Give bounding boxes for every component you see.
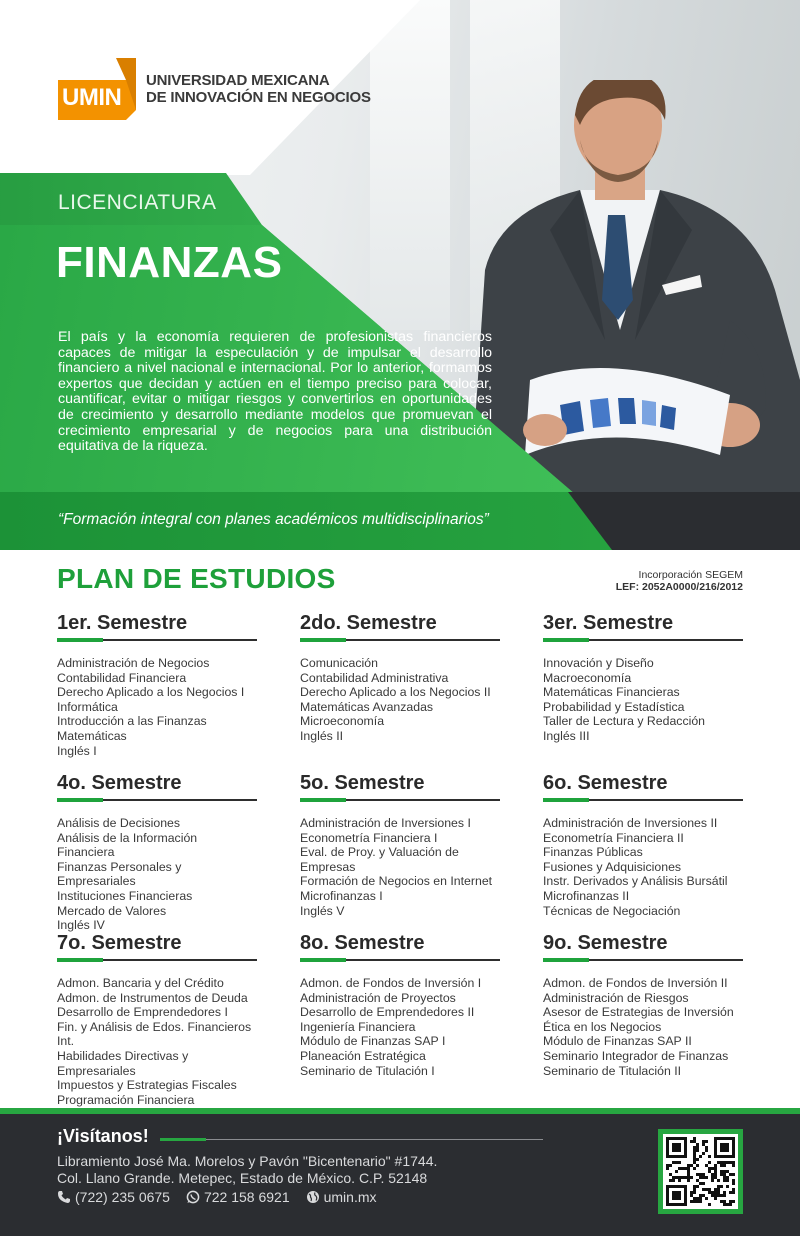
umin-logo[interactable]: [56, 58, 371, 120]
course-item: Administración de Negocios: [57, 656, 210, 670]
semester-divider: [57, 799, 257, 801]
course-item: Módulo de Finanzas SAP I: [300, 1034, 446, 1049]
course-item: Microfinanzas I: [300, 888, 383, 903]
semester-divider: [543, 959, 743, 961]
course-item: Habilidades Directivas y Empresariales: [57, 1048, 189, 1078]
course-item: Asesor de Estrategias de Inversión: [543, 1005, 734, 1020]
course-item: Derecho Aplicado a los Negocios II: [300, 685, 491, 700]
semester-title: 6o. Semestre: [543, 772, 668, 794]
course-item: Eval. de Proy. y Valuación de Empresas: [300, 845, 459, 874]
course-item: Admon. de Instrumentos de Deuda: [57, 990, 248, 1005]
phone-number: (722) 235 0675: [75, 1189, 170, 1205]
course-list: [57, 656, 257, 758]
whatsapp-number: 722 158 6921: [203, 1189, 290, 1205]
course-item: Taller de Lectura y Redacción: [543, 714, 705, 729]
semester-title: 5o. Semestre: [300, 772, 425, 794]
course-item: Contabilidad Administrativa: [300, 670, 449, 685]
course-item: Probabilidad y Estadística: [543, 699, 685, 714]
course-item: Análisis de la Información Financiera: [57, 830, 198, 860]
university-name-line2: DE INNOVACIÓN EN NEGOCIOS: [146, 89, 371, 106]
program-description: El país y la economía requieren de profesionistas financieros capaces de mitigar la especulación y de impulsar el desarrollo financiero a nivel nacional e internacional. Por lo anterior, formamos expertos que decidan y actúen en el tiempo preciso para colocar, cuantificar, evitar o mitigar riesgos y convertirlos en oportunidades de crecimiento y desarrollo mediante modelos que promuevan el crecimiento empresarial y de negocios para una distribución equitativa de la riqueza.: [58, 329, 492, 455]
course-item: Mercado de Valores: [57, 903, 167, 918]
course-list: [300, 656, 500, 744]
address-line1: Libramiento José Ma. Morelos y Pavón "Bicentenario" #1744.: [57, 1153, 438, 1169]
course-item: Programación Financiera: [57, 1092, 195, 1107]
semester-grid: [57, 608, 743, 1107]
course-item: Inglés III: [543, 728, 590, 743]
course-item: Matemáticas Avanzadas: [300, 699, 434, 714]
course-item: Introducción a las Finanzas: [57, 714, 207, 729]
course-item: Admon. Bancaria y del Crédito: [57, 976, 224, 990]
qr-code[interactable]: [658, 1129, 743, 1214]
course-list: [57, 816, 257, 933]
course-item: Matemáticas Financieras: [543, 685, 680, 700]
semester-title: 9o. Semestre: [543, 932, 668, 954]
course-item: Impuestos y Estrategias Fiscales: [57, 1078, 237, 1093]
course-item: Ética en los Negocios: [543, 1019, 662, 1034]
whatsapp-icon: [186, 1190, 200, 1204]
semester-divider: [543, 639, 743, 641]
course-item: Inglés II: [300, 728, 344, 743]
semester-divider: [300, 959, 500, 961]
program-kicker: LICENCIATURA: [58, 191, 217, 214]
university-name: [146, 72, 371, 106]
semester-divider: [300, 799, 500, 801]
plan-title: PLAN DE ESTUDIOS: [57, 563, 336, 594]
visit-divider: [160, 1139, 543, 1140]
course-item: Informática: [57, 699, 118, 714]
semester-title: 1er. Semestre: [57, 612, 188, 634]
course-item: Administración de Riesgos: [543, 990, 689, 1005]
semester-block: [300, 768, 500, 928]
course-item: Desarrollo de Emprendedores I: [57, 1005, 228, 1020]
course-item: Microfinanzas II: [543, 888, 630, 903]
course-item: Fin. y Análisis de Edos. Financieros Int.: [57, 1019, 252, 1049]
course-item: Módulo de Finanzas SAP II: [543, 1034, 692, 1049]
course-item: Administración de Inversiones II: [543, 816, 718, 830]
course-item: Inglés V: [300, 903, 345, 918]
contact-row: [57, 1189, 393, 1205]
lef-code: LEF: 2052A0000/216/2012: [615, 581, 743, 593]
course-item: Inglés IV: [57, 918, 105, 933]
address-line2: Col. Llano Grande. Metepec, Estado de México. C.P. 52148: [57, 1170, 428, 1186]
logo-monogram: UMIN: [62, 84, 122, 111]
course-item: Admon. de Fondos de Inversión I: [300, 976, 482, 990]
course-item: Finanzas Públicas: [543, 845, 643, 860]
course-item: Matemáticas: [57, 728, 127, 743]
website-link[interactable]: [306, 1189, 377, 1205]
course-item: Fusiones y Adquisiciones: [543, 859, 682, 874]
course-item: Macroeconomía: [543, 670, 632, 685]
course-item: Planeación Estratégica: [300, 1048, 426, 1063]
course-item: Formación de Negocios en Internet: [300, 874, 493, 889]
course-item: Econometría Financiera II: [543, 830, 684, 845]
phone-icon: [57, 1190, 71, 1204]
course-item: Contabilidad Financiera: [57, 670, 187, 685]
semester-divider: [57, 639, 257, 641]
course-item: Innovación y Diseño: [543, 656, 654, 670]
qr-pattern: [666, 1137, 735, 1206]
visit-heading: ¡Visítanos!: [57, 1126, 149, 1146]
course-item: Microeconomía: [300, 714, 385, 729]
semester-title: 8o. Semestre: [300, 932, 425, 954]
semester-block: [57, 928, 257, 1107]
semester-title: 4o. Semestre: [57, 772, 182, 794]
program-title: FINANZAS: [56, 238, 283, 287]
course-item: Econometría Financiera I: [300, 830, 438, 845]
course-item: Instr. Derivados y Análisis Bursátil: [543, 874, 728, 889]
course-item: Administración de Inversiones I: [300, 816, 471, 830]
course-item: Comunicación: [300, 656, 378, 670]
course-item: Análisis de Decisiones: [57, 816, 181, 830]
course-list: [543, 816, 743, 918]
whatsapp-link[interactable]: [186, 1189, 290, 1205]
course-item: Seminario de Titulación II: [543, 1063, 682, 1078]
course-item: Derecho Aplicado a los Negocios I: [57, 685, 245, 700]
umin-logo-mark: [56, 58, 138, 120]
course-item: Finanzas Personales y Empresariales: [57, 859, 182, 889]
semester-title: 2do. Semestre: [300, 612, 437, 634]
semester-block: [300, 928, 500, 1088]
semester-block: [57, 768, 257, 933]
semester-block: [543, 768, 743, 928]
semester-block: [543, 928, 743, 1088]
semester-title: 7o. Semestre: [57, 932, 182, 954]
globe-icon: [306, 1190, 320, 1204]
course-item: Administración de Proyectos: [300, 990, 456, 1005]
course-list: [300, 816, 500, 918]
website-url: umin.mx: [323, 1189, 377, 1205]
incorporation-label: Incorporación SEGEM: [638, 569, 743, 581]
course-list: [543, 976, 743, 1078]
semester-block: [57, 608, 257, 768]
program-quote: “Formación integral con planes académicos multidisciplinarios”: [58, 511, 489, 528]
university-name-line1: UNIVERSIDAD MEXICANA: [146, 72, 330, 89]
course-item: Admon. de Fondos de Inversión II: [543, 976, 728, 990]
course-item: Seminario de Titulación I: [300, 1063, 435, 1078]
semester-divider: [57, 959, 257, 961]
course-item: Seminario Integrador de Finanzas: [543, 1048, 729, 1063]
address: [57, 1153, 437, 1187]
course-item: Desarrollo de Emprendedores II: [300, 1005, 475, 1020]
semester-divider: [543, 799, 743, 801]
course-list: [57, 976, 257, 1107]
phone-link[interactable]: [57, 1189, 170, 1205]
course-item: Instituciones Financieras: [57, 888, 193, 903]
semester-divider: [300, 639, 500, 641]
course-item: Inglés I: [57, 743, 97, 758]
course-list: [543, 656, 743, 744]
semester-title: 3er. Semestre: [543, 612, 674, 634]
semester-block: [543, 608, 743, 768]
course-list: [300, 976, 500, 1078]
course-item: Técnicas de Negociación: [543, 903, 681, 918]
course-item: Ingeniería Financiera: [300, 1019, 416, 1034]
incorporation-info: [616, 569, 743, 593]
semester-block: [300, 608, 500, 768]
